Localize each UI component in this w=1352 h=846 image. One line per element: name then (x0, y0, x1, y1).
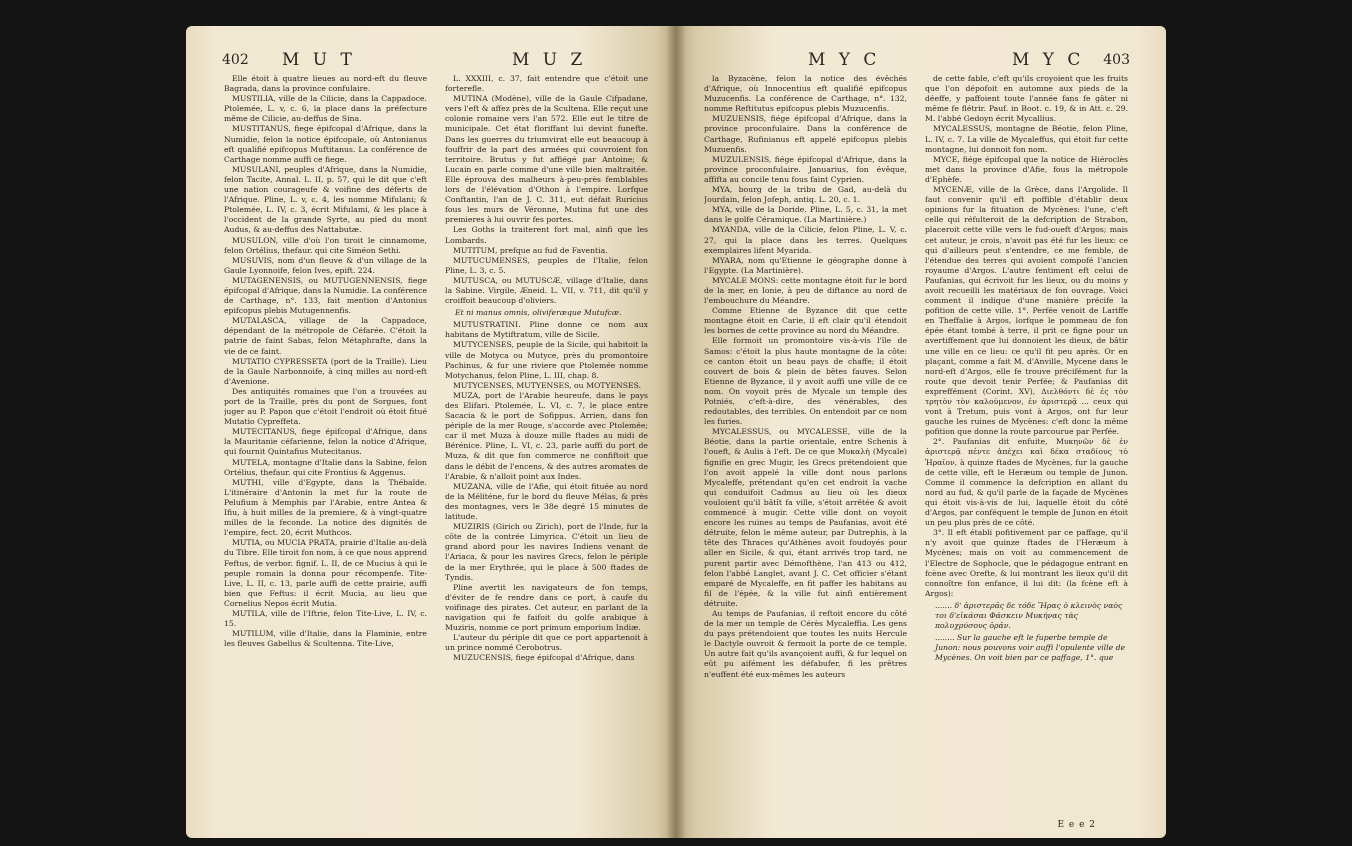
paragraph: 2°. Paufanias dit enfuite, Μυκηνῶν δὲ ἐν ἀριστερᾷ πέντε ἀπέχει καὶ δέκα σταδίους τὸ Ἡραῖον, à quinze ftades de Mycènes, fur la gauche de cette ville, eft le Heræum ou temple de Junon. Comme il commence la defcription en allant du nord au fud, & qu'il parle de la façade de Mycènes qui étoit vis-à-vis de lui, laquelle étoit du côté d'Argos, par conféquent le temple de Junon en étoit un peu plus près de ce côté. (925, 437, 1128, 528)
paragraph: MUTILA, ville de l'Iftrie, felon Tite-Live, L. IV, c. 15. (224, 608, 427, 629)
paragraph: MUTAGENENSIS, ou MUTUGENNENSIS, fiege épifcopal d'Afrique, dans la Numidie. La conférence de Carthage, n°. 133, fait mention d'Antonius epifcopus plebis Mutugennenfis. (224, 275, 427, 316)
page-number-right: 403 (1103, 52, 1130, 68)
paragraph: MYCALESSUS, ou MYCALESSE, ville de la Béotie, dans la partie orientale, entre Schenis à l'oueft, & Aulis à l'eft. De ce que Μυκαλὴ (Mycale) fignifie en grec Mugir, les Grecs prétendoient que l'on avoit appelé la ville dont nous parlons Mycaleffe, prétendant qu'en cet endroit la vache qui conduifoit Cadmus au lieu où les dieux vouloient qu'il bâtît fa ville, s'étoit arrêtée & avoit commencé à mugir. Cette ville dont on voyoit encore les ruines au temps de Paufanias, avoit été détruite, felon le même auteur, par Dutrephis, à la tête des Thraces qu'Athènes avoit foudoyés pour aller en Sicile, & qui, étant arrivés trop tard, ne purent partir avec Démofthène, l'an 413 ou 412, felon l'abbé Langlet, avant J. C. Cet officier s'étant emparé de Mycaleffe, en fit paffer les habitans au fil de l'épée, & la ville fut ainfi entièrement détruite. (704, 427, 907, 608)
paragraph: MUTILUM, ville d'Italie, dans la Flaminie, entre les fleuves Gabellus & Scultenna. Tite-Live, (224, 629, 427, 649)
paragraph: MUZANA, ville de l'Afie, qui étoit fituée au nord de la Méliténe, fur le bord du fleuve Mélas, & près des montagnes, vers le 38e degré 15 minutes de latitude. (445, 481, 648, 522)
paragraph: MUTHI, ville d'Egypte, dans la Thébaïde. L'itinéraire d'Antonin la met fur la route de Pelufium à Memphis par l'Arabie, entre Antea & Ifiu, à huit milles de la premiere, & à vingt-quatre milles de la feconde. La notice des dignités de l'empire, fect. 20, écrit Muthcos. (224, 477, 427, 538)
paragraph: ....... δ' ἀριστερᾶς δε τόδε Ἥρας ὁ κλεινὸς ναὸς τοι δ'εἰκάσαι Φάσκειν Μυκήνας τὰς πολυχρύσους ὁρᾶν. (935, 600, 1123, 631)
book-gutter (666, 26, 686, 838)
paragraph: ........ Sur la gauche eft le fuperbe temple de Junon: nous pouvons voir auffi l'opulente ville de Mycènes. On voit bien par ce paffage, 1°. que (935, 633, 1126, 663)
signature-mark: E e e 2 (1057, 820, 1096, 830)
paragraph: de cette fable, c'eft qu'ils croyoient que les fruits que l'on dépofoit en automne aux pieds de la déeffe, y paffoient toute l'année fans fe gâter ni même fe flétrir. Pauf. in Boot. c. 19, & in Att. c. 29. M. l'abbé Gedoyn écrit Mycallius. (925, 74, 1128, 124)
running-head-mut: M U T (282, 50, 356, 70)
paragraph: Au temps de Paufanias, il reftoit encore du côté de la mer un temple de Cérès Mycaleffia. Les gens du pays prétendoient que toutes les nuits Hercule le Dactyle ouvroit & fermoit la porte de ce temple. Un autre fait qu'ils avançoient auffi, & fur lequel on eût pu aifément les défabufer, fi les prêtres n'euffent été eux-mêmes les auteurs (704, 608, 907, 679)
paragraph: MUTYCENSES, peuple de la Sicile, qui habitoit la ville de Motyca ou Mutyce, près du promontoire Pachinus, & fur une riviere que Ptolemée nomme Motychanus, felon Pline, L. III, chap. 8. (445, 340, 648, 380)
left-column-2 (445, 74, 648, 820)
paragraph: MUTITUM, prefque au fud de Faventia. (453, 245, 608, 255)
paragraph: MUSULON, ville d'où l'on tiroit le cinnamome, felon Ortélius, thefaur. qui cite Siméon Sethi. (224, 235, 427, 255)
running-head-muz: M U Z (512, 50, 587, 70)
left-page-columns (224, 74, 648, 820)
right-column-2 (925, 74, 1128, 820)
paragraph: MUTALASCA, village de la Cappadoce, dépendant de la métropole de Céfarée. C'étoit la patrie de faint Sabas, felon Métaphrafte, dans la vie de ce faint. (224, 316, 427, 356)
paragraph: Elle formoit un promontoire vis-à-vis l'île de Samos: c'étoit la plus haute montagne de la côte: ce canton étoit un beau pays de chaffe; il étoit couvert de bois & plein de bêtes fauves. Selon Etienne de Byzance, il y avoit auffi une ville de ce nom. On voyoit près de Mycale un temple des Potniés, c'eft-à-dire, des vénérables, des redoutables, des terribles. On entendoit par ce nom les furies. (704, 336, 907, 427)
paragraph: MUTATIO CYPRESSETA (port de la Traille). Lieu de la Gaule Narbonnoife, à cinq milles au nord-eft d'Avenione. (224, 356, 427, 386)
paragraph: Pline avertit les navigateurs de fon temps, d'éviter de fe rendre dans ce port, à caufe du voifinage des pirates. Cet auteur, en parlant de la navigation qui fe faifoit du golfe arabique à Muziris, nomme ce port primum emporium Indiæ. (445, 582, 648, 633)
running-head-myc-2: M Y C (1012, 50, 1085, 70)
running-head-myc-1: M Y C (808, 50, 881, 70)
paragraph: L. XXXIII, c. 37, fait entendre que c'étoit une forterefle. (445, 74, 648, 94)
open-book (186, 26, 1166, 838)
paragraph: MUSUVIS, nom d'un fleuve & d'un village de la Gaule Lyonnoife, felon Ives, epift. 224. (224, 255, 427, 275)
paragraph: MUTELA, montagne d'Italie dans la Sabine, felon Ortélius, thefaur. qui cite Frontius & Aggenus. (224, 457, 427, 477)
paragraph: MUZUENSIS, fiége épifcopal d'Afrique, dans la province proconfulaire. Dans la conférence de Carthage, Rufinianus eft appelé epifcopus plebis Muzuenfis. (704, 114, 907, 154)
left-page (186, 26, 676, 838)
paragraph: MYA, bourg de la tribu de Gad, au-delà du Jourdain, felon Jofeph, antiq. L. 20, c. 1. (704, 185, 907, 205)
right-page-columns (704, 74, 1128, 820)
paragraph: MUSTILIA, ville de la Cilicie, dans la Cappadoce. Ptolemée, L. v, c. 6, la place dans la préfecture même de Cilicie, au-deffus de Sina. (224, 94, 427, 124)
paragraph: MUTINA (Modène), ville de la Gaule Cifpadane, vers l'eft & affez près de la Scultena. Elle reçut une colonie romaine vers l'an 572. Elle eut le titre de municipale. Cet état floriffant lui devint funefte. Dans les guerres du triumvirat elle eut beaucoup à fouffrir de la part des armées qui couvroient fon territoire. Brutus y fut affiégé par Antoine; & Lucain en parle comme d'une ville bien maltraitée. Elle éprouva des malheurs à-peu-près femblables lors de l'élévation d'Othon à l'empire. Lorfque Conftantin, l'an de J. C. 311, eut défait Ruricius fous les murs de Véronne, Mutina fut une des premieres à lui ouvrir fes portes. (445, 94, 648, 225)
paragraph: MYANDA, ville de la Cilicie, felon Pline, L. V, c. 27, qui la place dans les terres. Quelques exemplaires lifent Myarida. (704, 225, 907, 255)
page-number-left: 402 (222, 52, 249, 68)
paragraph: MUZUCENSIS, fiege épifcopal d'Afrique, dans (453, 653, 635, 663)
right-column-1 (704, 74, 907, 820)
paragraph: MUTECITANUS, fiege épifcopal d'Afrique, dans la Mauritanie céfarienne, felon la notice d'Afrique, qui fournit Quintafius Mutecitanus. (224, 427, 427, 457)
paragraph: L'auteur du périple dit que ce port appartenoit à un prince nommé Cerobotrus. (445, 633, 648, 653)
paragraph: Et ni manus omnis, oliviferæque Mutufcæ. (455, 308, 622, 318)
paragraph: MYA, ville de la Doride. Pline, L. 5, c. 31, la met dans le golfe Céramique. (La Martinière.) (704, 205, 907, 225)
paragraph: MYARA, nom qu'Etienne le géographe donne à l'Egypte. (La Martinière). (704, 255, 907, 275)
paragraph: MUSTITANUS, fiege épifcopal d'Afrique, dans la Numidie, felon la notice épifcopale, où Antonianus eft qualifié epifcopus Muftitanus. La conférence de Carthage nomme auffi ce fiege. (224, 124, 427, 164)
left-column-1 (224, 74, 427, 820)
right-page (676, 26, 1166, 838)
paragraph: MUTIA, ou MUCIA PRATA, prairie d'Italie au-delà du Tibre. Elle tiroit fon nom, à ce que nous apprend Feftus, de verbor. fignif. L. II, de ce Mucius à qui le peuple romain la donna pour récompenfe. Tite-Live, L. II, c. 13, parle auffi de cette prairie, auffi bien que Feftus: il écrit Mucia, au lieu que Cornelius Nepos écrit Mutia. (224, 538, 427, 608)
paragraph: MUTUSCA, ou MUTUSCÆ, village d'Italie, dans la Sabine. Virgile, Æneid. L. VII, v. 711, dit qu'il y croiffoit beaucoup d'oliviers. (445, 275, 648, 306)
paragraph: Des antiquités romaines que l'on a trouvées au port de la Traille, près du pont de Sorgues, font juger au P. Papon que c'étoit l'endroit où étoit fitué Mutatio Cypreffeta. (224, 386, 427, 427)
right-running-head (712, 50, 1130, 76)
paragraph: MUTUCUMENSES, peuples de l'Italie, felon Pline, L. 3, c. 5. (445, 255, 648, 275)
paragraph: MUTYCENSES, MUTYENSES, ou MOTYENSES. (453, 380, 642, 390)
paragraph: Les Goths la traiterent fort mal, ainfi que les Lombards. (445, 225, 648, 245)
paragraph: MUTUSTRATINI. Pline donne ce nom aux habitans de Mytiftratum, ville de Sicile. (445, 320, 648, 340)
paragraph: Comme Etienne de Byzance dit que cette montagne étoit en Carie, il eft clair qu'il étendoit les bornes de cette province au nord du Méandre. (704, 306, 907, 336)
paragraph: MUSULANI, peuples d'Afrique, dans la Numidie, felon Tacite, Annal. L. II, p. 57, qui le dit que c'eft une nation courageufe & voifine des déferts de l'Afrique. Pline, L. v, c. 4, les nomme Mifulani; & Ptolemée, L. IV, c. 3, écrit Mifulami, & les place à l'occident de la grande Syrte, au pied du mont Audus, & au-deffus des Nattabutæ. (224, 164, 427, 235)
paragraph: MUZIRIS (Girich ou Zirich), port de l'Inde, fur la côte de la contrée Limyrica. C'étoit un lieu de grand abord pour les navires Indiens venant de l'Ariaca, & pour les navires Grecs, felon le périple de la mer Erythrée, qui le place à 500 ftades de Tyndis. (445, 522, 648, 582)
paragraph: MYCALE MONS: cette montagne étoit fur le bord de la mer, en Ionie, à peu de diftance au nord de l'embouchure du Méandre. (704, 275, 907, 306)
paragraph: MYCALESSUS, montagne de Béotie, felon Pline, L. IV, c. 7. La ville de Mycaleffus, qui étoit fur cette montagne, lui donnoit fon nom. (925, 124, 1128, 154)
paragraph: 3°. Il eft établi pofitivement par ce paffage, qu'il n'y avoit que quinze ftades de l'Heræum à Mycènes; mais on voit au commencement de l'Electre de Sophocle, que le pédagogue entrant en fcène avec Orefte, & lui montrant les lieux qu'il dit connoître fon enfance, il lui dit: (la fcène eft à Argos): (925, 528, 1128, 598)
paragraph: MYCENÆ, ville de la Grèce, dans l'Argolide. Il faut convenir qu'il eft poffible d'établir deux opinions fur la fituation de Mycènes: l'une, c'eft celle qui réfulteroit de la defcription de Strabon, placeroit cette ville vers le fud-oueft d'Argos; mais cet auteur, je crois, n'avoit pas été fur les lieux: ce qui d'ailleurs peut s'entendre, ce me femble, de l'étendue des terres qui avoient compofé l'ancien royaume d'Argos. L'autre fentiment eft celui de Paufanias, qui écrivoit fur les lieux, ou du moins y avoit recueilli les matériaux de fon ouvrage. Voici comment il indique d'une manière précife la pofition de cette ville. 1°. Perfée venoit de Lariffe en Theffalie à Argos, lorfque le pommeau de fon épée étant tombé à terre, il prit ce figne pour un avertiffement que lui donnoient les dieux, de bâtir une ville en ce lieu: ce qu'il fit peu après. Or en plaçant, comme a fait M. d'Anville, Mycene dans le nord-eft d'Argos, elle fe trouve précifément fur la route que devoit tenir Perfée; & Paufanias dit expreffément (Corint. XV), Διελθόντι δὲ ἐς τὸν τρητὸν τὸν καλούμενον, ἐν ἀριστερᾷ ... ceux qui vont à Tretum, puis vont à Argos, ont fur leur gauche les ruines de Mycènes: c'eft donc la même pofition que donne la route parcourue par Perfée. (925, 185, 1128, 437)
paragraph: la Byzacène, felon la notice des évêchés d'Afrique, où Innocentius eft qualifié epifcopus Muzucenfis. La conférence de Carthage, n°. 132, nomme Reftitutus epifcopus plebis Muzucenfis. (704, 74, 907, 114)
paragraph: MYCE, fiége épifcopal que la notice de Hiéroclès met dans la province d'Afie, fous la métropole d'Ephèfe. (925, 154, 1128, 184)
paragraph: Elle étoit à quatre lieues au nord-eft du fleuve Bagrada, dans la province confulaire. (224, 74, 427, 94)
paragraph: MUZULENSIS, fiége épifcopal d'Afrique, dans la province proconfulaire. Januarius, fon évêque, affifta au concile tenu fous faint Cyprien. (704, 154, 907, 184)
paragraph: MUZA, port de l'Arabie heureufe, dans le pays des Elifari. Ptolemée, L. VI, c. 7, le place entre Sacacia & le port de Sofippus. Arrien, dans fon périple de la mer Rouge, s'accorde avec Ptolemée; car il met Muza à douze mille ftades au midi de Bérénice. Pline, L. VI, c. 23, parle auffi du port de Muza, & dit que fon commerce ne confiftoit que dans le débit de l'encens, & des autres aromates de l'Arabie, & n'alloit point aux Indes. (445, 390, 648, 481)
left-running-head (222, 50, 640, 76)
